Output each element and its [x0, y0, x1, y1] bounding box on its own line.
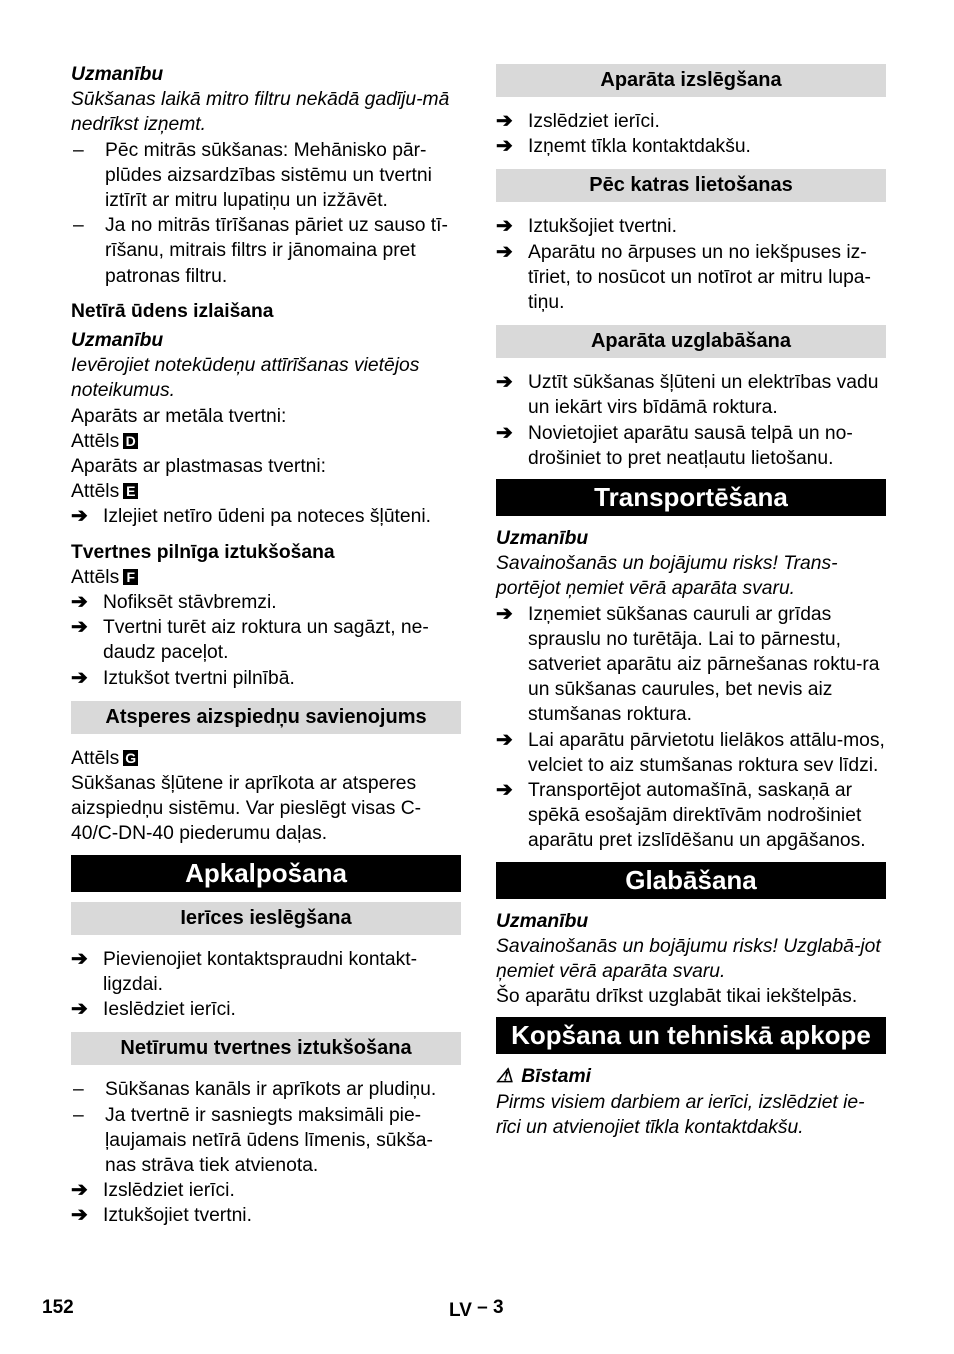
- list-item: – Pēc mitrās sūkšanas: Mehānisko pār-plūdes aizsardzības sistēmu un tvertni iztīrīt ar mitru lupatiņu un izžāvēt.: [71, 138, 461, 214]
- subsection-heading: Atsperes aizspiedņu savienojums: [71, 701, 461, 734]
- figure-reference: Attēls D: [71, 429, 461, 454]
- dash-marker: –: [73, 1079, 84, 1101]
- list-item: ➔ Izslēdziet ierīci.: [496, 109, 886, 134]
- caution-heading: Uzmanību: [71, 330, 164, 352]
- danger-text: Pirms visiem darbiem ar ierīci, izslēdziet ie-rīci un atvienojiet tīkla kontaktdakšu.: [496, 1091, 865, 1138]
- arrow-icon: ➔: [496, 779, 513, 802]
- subsection-heading: Aparāta izslēgšana: [496, 64, 886, 97]
- paragraph: Sūkšanas šļūtene ir aprīkota ar atsperes aizspiedņu sistēmu. Var pieslēgt visas C-40/C-DN-40 piederumu daļas.: [71, 773, 422, 845]
- paragraph: Aparāts ar metāla tvertni:: [71, 405, 287, 427]
- list-item: ➔ Pievienojiet kontaktspraudni kontakt-ligzdai.: [71, 947, 461, 997]
- arrow-icon: ➔: [71, 616, 88, 639]
- page-number: 152: [42, 1297, 74, 1318]
- list-item: – Sūkšanas kanāls ir aprīkots ar pludiņu.: [71, 1077, 461, 1102]
- list-item: – Ja no mitrās tīrīšanas pāriet uz sauso tī-rīšanu, mitrais filtrs ir jānomaina pret patronas filtru.: [71, 213, 461, 289]
- arrow-icon: ➔: [496, 135, 513, 158]
- list-item: ➔ Lai aparātu pārvietotu lielākos attālu-mos, velciet to aiz stumšanas roktura sev līdzi.: [496, 728, 886, 778]
- list-item: – Ja tvertnē ir sasniegts maksimāli pie-ļaujamais netīrā ūdens līmenis, sūkša-nas strāva tiek atvienota.: [71, 1103, 461, 1179]
- arrow-icon: ➔: [71, 591, 88, 614]
- chapter-heading: Kopšana un tehniskā apkope: [496, 1017, 886, 1054]
- subsection-heading: Ierīces ieslēgšana: [71, 902, 461, 935]
- figure-reference: Attēls G: [71, 746, 461, 771]
- arrow-icon: ➔: [71, 947, 88, 970]
- caution-text: Sūkšanas laikā mitro filtru nekādā gadīju-mā nedrīkst izņemt.: [71, 89, 450, 136]
- caution-text: Ievērojiet notekūdeņu attīrīšanas vietējos noteikumus.: [71, 355, 420, 402]
- arrow-icon: ➔: [496, 602, 513, 625]
- arrow-icon: ➔: [71, 666, 88, 689]
- list-item: ➔ Uztīt sūkšanas šļūteni un elektrības vadu un iekārt virs bīdāmā roktura.: [496, 370, 886, 420]
- dash-marker: –: [73, 215, 84, 237]
- dash-marker: –: [73, 1104, 84, 1126]
- arrow-icon: ➔: [71, 998, 88, 1021]
- paragraph: Šo aparātu drīkst uzglabāt tikai iekštelpās.: [496, 986, 858, 1008]
- arrow-icon: ➔: [71, 505, 88, 528]
- paragraph: Aparāts ar plastmasas tvertni:: [71, 456, 327, 478]
- list-item: ➔ Izņemt tīkla kontaktdakšu.: [496, 134, 886, 159]
- list-item: ➔ Transportējot automašīnā, saskaņā ar spēkā esošajām direktīvām nodrošiniet aparātu pret izslīdēšanu un apgāšanos.: [496, 778, 886, 854]
- section-heading: Tvertnes pilnīga iztukšošana: [71, 541, 335, 563]
- arrow-icon: ➔: [496, 421, 513, 444]
- figure-label-e: E: [123, 483, 138, 499]
- caution-text: Savainošanās un bojājumu risks! Uzglabā-jot ņemiet vērā aparāta svaru.: [496, 935, 881, 983]
- subsection-heading: Aparāta uzglabāšana: [496, 325, 886, 358]
- list-item: ➔ Izlejiet netīro ūdeni pa noteces šļūteni.: [71, 504, 461, 529]
- list-item: ➔ Izslēdziet ierīci.: [71, 1178, 461, 1203]
- list-item: ➔ Iztukšojiet tvertni.: [496, 214, 886, 239]
- left-column: [71, 62, 461, 1229]
- chapter-heading: Apkalpošana: [71, 855, 461, 892]
- caution-heading: Uzmanību: [496, 910, 589, 932]
- list-item: ➔ Iztukšot tvertni pilnībā.: [71, 666, 461, 691]
- footer-language: LV – 3: [449, 1297, 504, 1321]
- arrow-icon: ➔: [496, 215, 513, 238]
- arrow-icon: ➔: [496, 371, 513, 394]
- subsection-heading: Pēc katras lietošanas: [496, 169, 886, 202]
- arrow-icon: ➔: [496, 240, 513, 263]
- arrow-icon: ➔: [496, 728, 513, 751]
- list-item: ➔ Tvertni turēt aiz roktura un sagāzt, ne-daudz paceļot.: [71, 615, 461, 665]
- dash-marker: –: [73, 139, 84, 161]
- chapter-heading: Glabāšana: [496, 862, 886, 899]
- caution-heading: Uzmanību: [496, 528, 589, 550]
- arrow-icon: ➔: [71, 1179, 88, 1202]
- arrow-icon: ➔: [71, 1204, 88, 1227]
- list-item: ➔ Izņemiet sūkšanas cauruli ar grīdas sprauslu no turētāja. Lai to pārnestu, satveriet aparātu aiz pārnešanas roktu-ra un sūkšanas caurules, bet nevis aiz stumšanas roktura.: [496, 602, 886, 728]
- chapter-heading: Transportēšana: [496, 479, 886, 516]
- list-item: ➔ Novietojiet aparātu sausā telpā un no-drošiniet to pret neatļautu lietošanu.: [496, 421, 886, 471]
- list-item: ➔ Iztukšojiet tvertni.: [71, 1203, 461, 1228]
- figure-label-d: D: [123, 433, 138, 449]
- figure-label-g: G: [123, 750, 138, 766]
- list-item: ➔ Nofiksēt stāvbremzi.: [71, 590, 461, 615]
- right-column: [496, 62, 886, 1140]
- figure-reference: Attēls F: [71, 565, 461, 590]
- list-item: ➔ Ieslēdziet ierīci.: [71, 997, 461, 1022]
- subsection-heading: Netīrumu tvertnes iztukšošana: [71, 1032, 461, 1065]
- arrow-icon: ➔: [496, 110, 513, 132]
- caution-heading: Uzmanību: [71, 64, 164, 85]
- figure-label-f: F: [123, 569, 138, 585]
- figure-reference: Attēls E: [71, 479, 461, 504]
- danger-heading: ⚠ Bīstami: [496, 1064, 886, 1089]
- list-item: ➔ Aparātu no ārpuses un no iekšpuses iz-tīriet, to nosūcot un notīrot ar mitru lupa-tiņu.: [496, 240, 886, 316]
- warning-icon: ⚠: [496, 1066, 514, 1088]
- caution-text: Savainošanās un bojājumu risks! Trans-portējot ņemiet vērā aparāta svaru.: [496, 553, 838, 600]
- section-heading: Netīrā ūdens izlaišana: [71, 300, 274, 322]
